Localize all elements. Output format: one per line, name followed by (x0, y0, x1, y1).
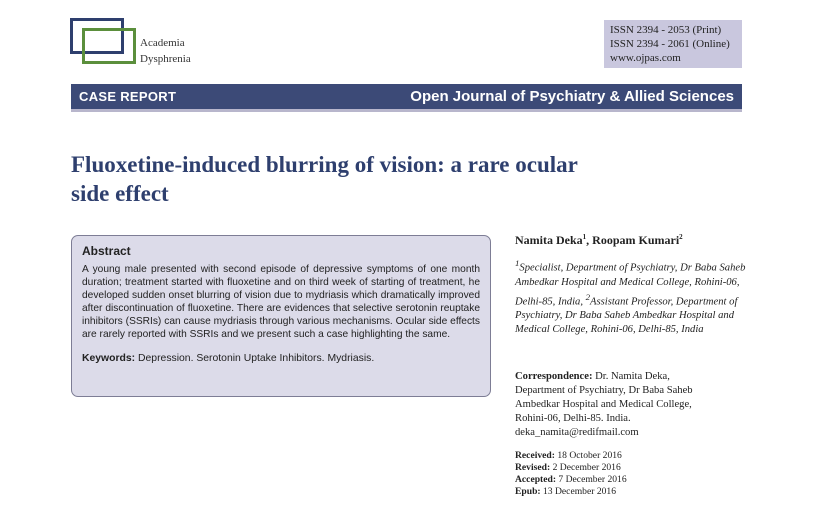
date-value: 13 December 2016 (540, 486, 617, 497)
date-epub (515, 486, 755, 498)
logo-text-academia: Academia (140, 37, 185, 49)
author-list (515, 233, 755, 248)
logo-text-dysphrenia: Dysphrenia (140, 53, 191, 65)
correspondence-line-2: Department of Psychiatry, Dr Baba Saheb (515, 385, 693, 396)
article-dates (515, 450, 755, 498)
correspondence-line-4: Rohini-06, Delhi-85. India. (515, 413, 631, 424)
date-received (515, 450, 755, 462)
keywords-text: Depression. Serotonin Uptake Inhibitors. Mydriasis. (138, 352, 375, 364)
affil-text-1: Specialist, Department of Psychiatry, Dr Baba Saheb Ambedkar Hospital and Medical College, Rohini-06, Delhi-85, India, (515, 262, 746, 308)
title-line-2: side effect (71, 181, 169, 206)
abstract-box (71, 235, 491, 397)
correspondence-email: deka_namita@redifmail.com (515, 427, 639, 438)
issn-print: ISSN 2394 - 2053 (Print) (610, 24, 722, 36)
keywords-label: Keywords: (82, 352, 136, 364)
date-label: Received: (515, 450, 555, 461)
affiliations (515, 256, 755, 337)
date-label: Epub: (515, 486, 541, 497)
author-1-sup: 1 (582, 233, 587, 241)
journal-name: Open Journal of Psychiatry & Allied Sciences (410, 88, 734, 105)
date-accepted (515, 474, 755, 486)
date-label: Revised: (515, 462, 551, 473)
article-type: CASE REPORT (79, 89, 177, 104)
journal-banner (71, 84, 742, 112)
issn-box (604, 20, 742, 68)
title-line-1: Fluoxetine-induced blurring of vision: a rare ocular (71, 152, 578, 177)
correspondence-name: Dr. Namita Deka, (592, 371, 670, 382)
author-separator: , (586, 233, 593, 247)
date-value: 2 December 2016 (550, 462, 621, 473)
abstract-heading: Abstract (82, 244, 131, 258)
affil-sup-2: 2 (585, 291, 591, 302)
author-2-sup: 2 (679, 233, 683, 241)
issn-online: ISSN 2394 - 2061 (Online) (610, 38, 730, 50)
correspondence-label: Correspondence: (515, 371, 593, 382)
affil-text-2: Assistant Professor, Department of Psychiatry, Dr Baba Saheb Ambedkar Hospital and Medical College, Rohini-06, Delhi-85, India (515, 296, 738, 336)
article-title (71, 150, 751, 208)
correspondence (515, 370, 755, 440)
journal-website: www.ojpas.com (610, 52, 681, 64)
date-value: 7 December 2016 (556, 474, 627, 485)
date-value: 18 October 2016 (554, 450, 622, 461)
correspondence-line-3: Ambedkar Hospital and Medical College, (515, 399, 692, 410)
keywords (82, 353, 480, 364)
author-1: Namita Deka (515, 233, 583, 247)
logo-inner-square (82, 28, 136, 64)
affil-sup-1: 1 (515, 258, 520, 268)
date-label: Accepted: (515, 474, 557, 485)
journal-logo (70, 18, 200, 70)
date-revised (515, 462, 755, 474)
author-2: Roopam Kumari (592, 233, 680, 247)
abstract-body: A young male presented with second episode of depressive symptoms of one month duration; treatment started with fluoxetine and on third week of starting of treatment, he developed sudden onset blurring of vision due to mydriasis which dramatically improved after discontinuation of fluoxetine. There are evidences that selective serotonin reuptake inhibitors (SSRIs) can cause mydriasis through various mechanisms. Ocular side effects are rarely reported with SSRIs and we present such a case highlighting the same. (82, 264, 480, 341)
